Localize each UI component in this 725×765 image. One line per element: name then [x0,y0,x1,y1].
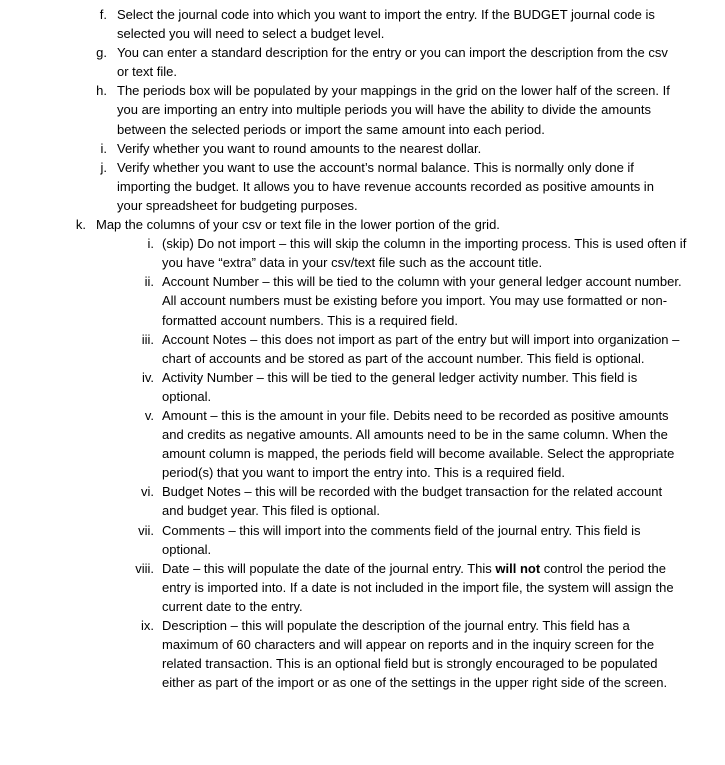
sublist-item-iv [0,368,725,406]
list-item-text: You can enter a standard description for the entry or you can import the description from the csv or text file. [117,45,668,80]
list-marker: f. [99,7,107,22]
document-body [0,5,725,692]
list-item-g [0,43,725,81]
list-item-text: Verify whether you want to round amounts to the nearest dollar. [117,140,482,156]
sublist-item-text: Amount – this is the amount in your file. Debits need to be recorded as positive amounts and credits as negative amounts. All amounts need to be in the same column. When the amount column is mapped, the periods field will become available. Select the appropriate period(s) that you want to import the entry into. This is a required field. [162,407,675,481]
text-segment: control the period the entry is imported into. If a date is not included in the import file, the system will assign the current date to the entry. [162,560,674,614]
sublist-marker: vii. [138,522,154,538]
list-item-j [0,158,725,215]
sublist-item-vii [0,521,725,559]
sublist-item-text: (skip) Do not import – this will skip the column in the importing process. This is used often if you have “extra” data in your csv/text file such as the account title. [162,236,687,271]
sublist-item-text: Account Number – this will be tied to the column with your general ledger account number. All account numbers must be existing before you import. You may use formatted or non-formatted account numbers. This is a required field. [162,274,682,328]
sublist-marker: v. [144,407,154,423]
sublist-item-iii [0,330,725,368]
list-item-text: Select the journal code into which you want to import the entry. If the BUDGET journal code is selected you will need to select a budget level. [117,7,655,42]
sublist-item-text: Activity Number – this will be tied to the general ledger activity number. This field is optional. [162,369,638,404]
bold-emphasis: will not [495,560,541,576]
list-item-i [0,139,725,158]
list-item-text: Map the columns of your csv or text file in the lower portion of the grid. [96,217,500,233]
list-marker: g. [96,45,107,61]
list-marker: j. [100,159,107,175]
sublist-marker: iii. [141,331,154,347]
list-item-text: Verify whether you want to use the account’s normal balance. This is normally only done if importing the budget. It allows you to have revenue accounts recorded as positive amounts in your spreadsheet for budgeting purposes. [117,159,654,213]
sublist-item-viii [0,559,725,616]
sublist-item-text [162,559,687,616]
sublist-item-text: Comments – this will import into the comments field of the journal entry. This field is optional. [162,522,641,557]
list-item-text: The periods box will be populated by your mappings in the grid on the lower half of the screen. If you are importing an entry into multiple periods you will have the ability to divide the amounts between the selected periods or import the same amount into each period. [117,83,670,137]
sublist-item-ix [0,616,725,692]
sublist-item-text: Description – this will populate the description of the journal entry. This field has a maximum of 60 characters and will appear on reports and in the inquiry screen for the related transaction. This is an optional field but is strongly encouraged to be populated either as part of the import or as one of the settings in the upper right side of the screen. [162,618,668,691]
text-segment: Date – this will populate the date of the journal entry. This [162,560,496,576]
sublist-marker: iv. [141,369,154,385]
sublist-marker: ix. [141,618,154,633]
list-marker: i. [100,140,107,156]
sublist-item-i [0,234,725,272]
sublist-marker: viii. [135,560,154,576]
sublist-item-ii [0,272,725,329]
sublist-item-text: Account Notes – this does not import as part of the entry but will import into organization – chart of accounts and be stored as part of the account number. This field is optional. [162,331,680,366]
list-marker: h. [96,83,107,99]
sublist-item-v [0,406,725,482]
sublist-item-text: Budget Notes – this will be recorded with the budget transaction for the related account and budget year. This filed is optional. [162,484,663,519]
sublist-item-vi [0,482,725,520]
sublist-marker: i. [147,236,154,252]
list-item-k [0,215,725,234]
list-marker: k. [75,217,86,233]
sublist-marker: vi. [141,484,154,500]
list-item-f [0,5,725,43]
sublist-marker: ii. [144,274,154,290]
list-item-h [0,81,725,138]
